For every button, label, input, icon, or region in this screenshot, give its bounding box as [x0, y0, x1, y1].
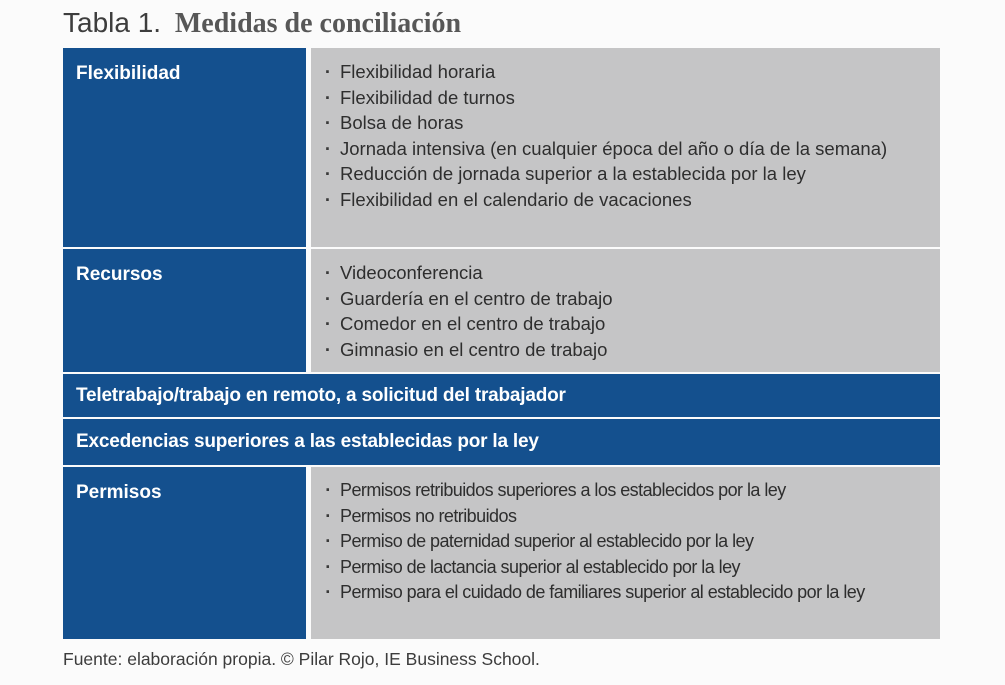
bullet-icon: · — [324, 61, 332, 82]
bullet-icon: · — [325, 556, 331, 577]
bullet-icon: · — [325, 531, 331, 551]
list-item — [321, 529, 930, 555]
bullet-icon: · — [324, 112, 332, 133]
banner-label: Teletrabajo/trabajo en remoto, a solicitud del trabajador — [76, 384, 566, 406]
row-header-flexibilidad: Flexibilidad — [63, 48, 306, 247]
bullet-list — [321, 59, 930, 212]
list-item — [321, 110, 930, 136]
list-item-text: Permisos retribuidos superiores a los establecidos por la ley — [340, 480, 786, 500]
list-item-text: Jornada intensiva (en cualquier época del año o día de la semana) — [340, 137, 888, 159]
bullet-icon: · — [325, 505, 331, 526]
row-items-recursos — [311, 249, 940, 372]
bullet-icon: · — [324, 188, 332, 210]
list-item-text: Flexibilidad de turnos — [340, 86, 515, 108]
bullet-list — [321, 478, 930, 606]
table-title-prefix: Tabla 1. — [63, 7, 162, 38]
bullet-icon: · — [324, 313, 332, 334]
bullet-icon: · — [324, 287, 332, 309]
list-item — [321, 260, 930, 286]
list-item — [321, 555, 930, 581]
bullet-icon: · — [324, 86, 332, 108]
list-item — [321, 59, 930, 85]
list-item — [321, 337, 930, 363]
list-item — [321, 286, 930, 312]
list-item — [321, 187, 930, 213]
list-item-text: Guardería en el centro de trabajo — [340, 287, 613, 309]
table-row-excedencias-banner — [63, 419, 940, 465]
source-note: Fuente: elaboración propia. © Pilar Rojo, IE Business School. — [63, 649, 540, 669]
list-item-text: Reducción de jornada superior a la establecida por la ley — [340, 163, 806, 184]
list-item-text: Bolsa de horas — [340, 112, 464, 133]
list-item-text: Permiso para el cuidado de familiares superior al establecido por la ley — [340, 582, 865, 602]
bullet-icon: · — [325, 480, 331, 500]
list-item — [321, 311, 930, 337]
row-items-flexibilidad — [311, 48, 940, 247]
bullet-icon: · — [325, 582, 331, 602]
conciliation-table — [63, 48, 940, 639]
list-item-text: Permiso de lactancia superior al establecido por la ley — [340, 556, 740, 577]
list-item — [321, 161, 930, 187]
list-item-text: Flexibilidad en el calendario de vacaciones — [340, 188, 692, 210]
bullet-icon: · — [324, 137, 332, 159]
list-item — [321, 136, 930, 162]
list-item-text: Permisos no retribuidos — [340, 505, 517, 526]
bullet-icon: · — [324, 262, 332, 283]
row-items-permisos — [311, 467, 940, 639]
bullet-list — [321, 260, 930, 362]
table-row-permisos — [63, 467, 940, 639]
bullet-icon: · — [324, 163, 332, 184]
table-title — [63, 6, 461, 41]
banner-label: Excedencias superiores a las establecidas por la ley — [76, 431, 539, 452]
list-item-text: Videoconferencia — [340, 262, 483, 283]
list-item-text: Permiso de paternidad superior al establecido por la ley — [340, 531, 754, 551]
list-item — [321, 580, 930, 606]
list-item-text: Gimnasio en el centro de trabajo — [340, 338, 608, 360]
list-item — [321, 504, 930, 530]
table-row-recursos — [63, 249, 940, 372]
table-row-teletrabajo-banner — [63, 374, 940, 417]
list-item — [321, 478, 930, 504]
row-header-permisos: Permisos — [63, 467, 306, 639]
table-row-flexibilidad — [63, 48, 940, 247]
bullet-icon: · — [324, 338, 332, 360]
list-item — [321, 85, 930, 111]
list-item-text: Flexibilidad horaria — [340, 61, 496, 82]
table-title-main: Medidas de conciliación — [174, 8, 462, 39]
list-item-text: Comedor en el centro de trabajo — [340, 313, 606, 334]
row-header-recursos: Recursos — [63, 249, 306, 372]
